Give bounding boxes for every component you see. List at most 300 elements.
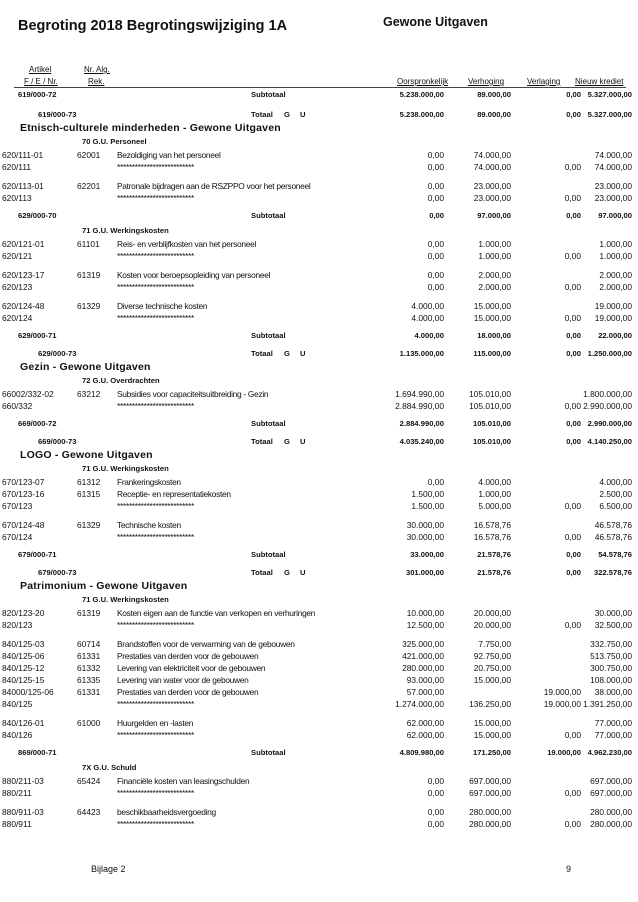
- col-header-artikel: Artikel: [29, 65, 52, 74]
- row-verhoging: 16.578,76: [473, 520, 511, 530]
- subtotal-nieuw-krediet: 4.962.230,00: [587, 748, 632, 757]
- row-verhoging: 697.000,00: [469, 776, 511, 786]
- row-verhoging: 15.000,00: [473, 718, 511, 728]
- row-artikel: 620/121-01: [2, 239, 45, 249]
- table-row: [0, 650, 638, 662]
- row-nieuw-krediet: 23.000,00: [594, 193, 632, 203]
- total-label: Totaal: [251, 568, 273, 577]
- table-row: [0, 729, 638, 741]
- subtotal-verlaging: 0,00: [566, 349, 581, 358]
- row-omschrijving: Reis- en verblijfkosten van het personeel: [117, 239, 256, 249]
- subtotal-row: [0, 418, 638, 430]
- row-verhoging: 15.000,00: [473, 313, 511, 323]
- subtotal-label: Subtotaal: [251, 331, 286, 340]
- table-row: [0, 519, 638, 531]
- row-oorspronkelijk: 0,00: [427, 270, 444, 280]
- row-verhoging: 697.000,00: [469, 788, 511, 798]
- table-row: [0, 300, 638, 312]
- row-artikel: 620/113-01: [2, 181, 44, 191]
- row-oorspronkelijk: 1.500,00: [411, 489, 444, 499]
- table-row: [0, 161, 638, 173]
- row-verlaging: 0,00: [564, 532, 581, 542]
- table-row: [0, 388, 638, 400]
- row-omschrijving: Subsidies voor capaciteitsuitbreiding - Gezin: [117, 389, 269, 399]
- row-rekening: 62201: [77, 181, 101, 191]
- table-row: [0, 180, 638, 192]
- row-verhoging: 15.000,00: [473, 730, 511, 740]
- row-verhoging: 16.578,76: [473, 532, 511, 542]
- subtotal-verlaging: 0,00: [566, 437, 581, 446]
- subtotal-code: 679/000-73: [38, 568, 77, 577]
- table-row: [0, 531, 638, 543]
- total-verlaging: 0,00: [566, 110, 581, 119]
- col-header-verlaging: Verlaging: [527, 77, 561, 86]
- row-rekening: 63212: [77, 389, 101, 399]
- subtotal-nieuw-krediet: 5.327.000,00: [587, 90, 632, 99]
- subtotal-code: 629/000-70: [18, 211, 57, 220]
- table-row: [0, 312, 638, 324]
- subtotal-oorspronkelijk: 33.000,00: [410, 550, 444, 559]
- row-verhoging: 105.010,00: [469, 389, 511, 399]
- row-nieuw-krediet: 38.000,00: [594, 687, 632, 697]
- row-artikel: 840/126: [2, 730, 33, 740]
- subtotal-verhoging: 21.578,76: [477, 568, 511, 577]
- row-nieuw-krediet: 280.000,00: [590, 819, 632, 829]
- row-artikel: 620/111-01: [2, 150, 44, 160]
- subtotal-oorspronkelijk: 4.000,00: [414, 331, 444, 340]
- row-rekening: 61000: [77, 718, 101, 728]
- col-header-oorspronkelijk: Oorspronkelijk: [397, 77, 449, 86]
- row-oorspronkelijk: 0,00: [427, 282, 444, 292]
- subtotal-code: 679/000-71: [18, 550, 57, 559]
- total-verhoging: 89.000,00: [477, 110, 511, 119]
- section-heading: Gewone Uitgaven: [383, 15, 488, 29]
- col-header-nieuw: Nieuw krediet: [575, 77, 624, 86]
- row-nieuw-krediet: 19.000,00: [594, 301, 632, 311]
- subtotal-verlaging: 19.000,00: [547, 748, 581, 757]
- row-verhoging: 20.000,00: [473, 608, 511, 618]
- group-heading: 72 G.U. Overdrachten: [82, 376, 160, 385]
- subtotal-row: [0, 747, 638, 759]
- row-oorspronkelijk: 325.000,00: [402, 639, 444, 649]
- row-nieuw-krediet: 2.990.000,00: [583, 401, 632, 411]
- row-artikel: 670/123-07: [2, 477, 45, 487]
- subtotal-oorspronkelijk: 5.238.000,00: [399, 90, 444, 99]
- row-verlaging: 19.000,00: [543, 687, 581, 697]
- row-verlaging: 19.000,00: [543, 699, 581, 709]
- table-row: [0, 488, 638, 500]
- row-omschrijving: **************************: [117, 532, 194, 542]
- row-omschrijving: Receptie- en representatiekosten: [117, 489, 231, 499]
- row-omschrijving: Frankeringskosten: [117, 477, 181, 487]
- subtotal-oorspronkelijk: 4.809.980,00: [399, 748, 444, 757]
- row-nieuw-krediet: 74.000,00: [594, 150, 632, 160]
- section-title: Patrimonium - Gewone Uitgaven: [20, 580, 188, 592]
- total-oorspronkelijk: 5.238.000,00: [399, 110, 444, 119]
- total-nieuw-krediet: 5.327.000,00: [587, 110, 632, 119]
- row-verlaging: 0,00: [564, 788, 581, 798]
- row-oorspronkelijk: 12.500,00: [406, 620, 444, 630]
- group-heading: 71 G.U. Werkingskosten: [82, 464, 169, 473]
- subtotal-verlaging: 0,00: [566, 550, 581, 559]
- table-row: [0, 674, 638, 686]
- row-nieuw-krediet: 1.800.000,00: [583, 389, 632, 399]
- g-label: G: [284, 349, 290, 358]
- row-rekening: 61329: [77, 301, 101, 311]
- row-artikel: 620/123-17: [2, 270, 45, 280]
- subtotal-label: Subtotaal: [251, 90, 286, 99]
- row-artikel: 660/332: [2, 401, 33, 411]
- row-verlaging: 0,00: [564, 819, 581, 829]
- subtotal-nieuw-krediet: 22.000,00: [598, 331, 632, 340]
- row-nieuw-krediet: 2.000,00: [599, 282, 632, 292]
- footer-left: Bijlage 2: [91, 864, 126, 874]
- subtotal-code: 629/000-71: [18, 331, 57, 340]
- row-artikel: 880/211: [2, 788, 32, 798]
- u-label: U: [300, 110, 306, 119]
- row-artikel: 620/124-48: [2, 301, 45, 311]
- total-row: [0, 567, 638, 579]
- subtotal-verhoging: 115.000,00: [473, 349, 511, 358]
- row-omschrijving: **************************: [117, 501, 194, 511]
- table-row: [0, 238, 638, 250]
- table-row: [0, 806, 638, 818]
- row-omschrijving: **************************: [117, 699, 194, 709]
- row-omschrijving: Brandstoffen voor de verwarming van de gebouwen: [117, 639, 295, 649]
- group-heading: 71 G.U. Werkingskosten: [82, 595, 169, 604]
- subtotal-verhoging: 97.000,00: [477, 211, 511, 220]
- row-artikel: 840/125-15: [2, 675, 45, 685]
- row-artikel: 620/124: [2, 313, 33, 323]
- row-rekening: 61312: [77, 477, 101, 487]
- row-rekening: 61315: [77, 489, 101, 499]
- subtotal-label: Subtotaal: [251, 550, 286, 559]
- col-header-nralg: Nr. Alg.: [84, 65, 110, 74]
- row-rekening: 61329: [77, 520, 101, 530]
- section-title: Gezin - Gewone Uitgaven: [20, 361, 151, 373]
- row-nieuw-krediet: 697.000,00: [590, 788, 632, 798]
- page-number: 9: [566, 864, 572, 874]
- subtotal-row: [0, 330, 638, 342]
- row-oorspronkelijk: 1.500,00: [411, 501, 444, 511]
- table-row: [0, 619, 638, 631]
- row-verhoging: 280.000,00: [469, 807, 511, 817]
- row-verlaging: 0,00: [564, 282, 581, 292]
- subtotal-code: 629/000-73: [38, 349, 77, 358]
- row-artikel: 620/111: [2, 162, 32, 172]
- row-nieuw-krediet: 46.578,76: [594, 532, 632, 542]
- row-verhoging: 1.000,00: [478, 489, 511, 499]
- section-title: Etnisch-culturele minderheden - Gewone Uitgaven: [20, 122, 281, 134]
- row-verlaging: 0,00: [564, 251, 581, 261]
- row-oorspronkelijk: 30.000,00: [406, 532, 444, 542]
- row-nieuw-krediet: 6.500,00: [599, 501, 632, 511]
- subtotal-oorspronkelijk: 0,00: [429, 211, 444, 220]
- subtotal-verlaging: 0,00: [566, 331, 581, 340]
- subtotal-code: 869/000-71: [18, 748, 57, 757]
- row-omschrijving: **************************: [117, 620, 194, 630]
- row-nieuw-krediet: 74.000,00: [594, 162, 632, 172]
- row-rekening: 61101: [77, 239, 100, 249]
- row-artikel: 66002/332-02: [2, 389, 54, 399]
- table-row: [0, 775, 638, 787]
- group-heading: 71 G.U. Werkingskosten: [82, 226, 169, 235]
- row-verhoging: 7.750,00: [478, 639, 511, 649]
- row-verhoging: 23.000,00: [473, 181, 511, 191]
- total-label: Totaal: [251, 437, 273, 446]
- row-verlaging: 0,00: [564, 401, 581, 411]
- total-row: [0, 348, 638, 360]
- row-oorspronkelijk: 4.000,00: [411, 313, 444, 323]
- row-artikel: 620/113: [2, 193, 32, 203]
- subtotal-row: [0, 549, 638, 561]
- row-oorspronkelijk: 280.000,00: [402, 663, 444, 673]
- section-title: LOGO - Gewone Uitgaven: [20, 449, 153, 461]
- row-artikel: 880/911: [2, 819, 32, 829]
- row-artikel: 670/123-16: [2, 489, 45, 499]
- subtotal-verhoging: 105.010,00: [472, 419, 511, 428]
- row-oorspronkelijk: 0,00: [427, 819, 444, 829]
- row-nieuw-krediet: 1.391.250,00: [583, 699, 632, 709]
- subtotal-nieuw-krediet: 4.140.250,00: [587, 437, 632, 446]
- row-omschrijving: Prestaties van derden voor de gebouwen: [117, 687, 259, 697]
- row-rekening: 64423: [77, 807, 101, 817]
- row-omschrijving: Patronale bijdragen aan de RSZPPO voor het personeel: [117, 181, 311, 191]
- row-artikel: 820/123: [2, 620, 33, 630]
- row-artikel: 840/125-03: [2, 639, 45, 649]
- row-verhoging: 2.000,00: [478, 270, 511, 280]
- row-omschrijving: Technische kosten: [117, 520, 181, 530]
- table-row: [0, 400, 638, 412]
- row-oorspronkelijk: 0,00: [427, 251, 444, 261]
- row-verlaging: 0,00: [564, 162, 581, 172]
- subtotal-row: [0, 210, 638, 222]
- row-oorspronkelijk: 0,00: [427, 788, 444, 798]
- row-verhoging: 23.000,00: [473, 193, 511, 203]
- row-verlaging: 0,00: [564, 730, 581, 740]
- u-label: U: [300, 349, 306, 358]
- row-artikel: 840/126-01: [2, 718, 45, 728]
- row-omschrijving: Financiële kosten van leasingschulden: [117, 776, 250, 786]
- row-omschrijving: Kosten eigen aan de functie van verkopen en verhuringen: [117, 608, 316, 618]
- row-omschrijving: Levering van elektriciteit voor de gebouwen: [117, 663, 266, 673]
- row-verhoging: 136.250,00: [469, 699, 511, 709]
- subtotal-oorspronkelijk: 301.000,00: [405, 568, 444, 577]
- subtotal-label: Subtotaal: [251, 419, 286, 428]
- row-verlaging: 0,00: [564, 193, 581, 203]
- row-omschrijving: **************************: [117, 251, 194, 261]
- row-nieuw-krediet: 23.000,00: [594, 181, 632, 191]
- col-header-rek: Rek.: [88, 77, 105, 86]
- row-omschrijving: **************************: [117, 162, 194, 172]
- row-oorspronkelijk: 62.000,00: [406, 730, 444, 740]
- row-oorspronkelijk: 10.000,00: [406, 608, 444, 618]
- row-oorspronkelijk: 0,00: [427, 181, 444, 191]
- row-verhoging: 15.000,00: [473, 675, 511, 685]
- row-omschrijving: **************************: [117, 282, 194, 292]
- row-omschrijving: Kosten voor beroepsopleiding van personeel: [117, 270, 271, 280]
- row-artikel: 670/124: [2, 532, 33, 542]
- row-oorspronkelijk: 0,00: [427, 807, 444, 817]
- table-row: [0, 686, 638, 698]
- row-omschrijving: Huurgelden en -lasten: [117, 718, 194, 728]
- row-artikel: 670/124-48: [2, 520, 45, 530]
- subtotal-nieuw-krediet: 2.990.000,00: [587, 419, 632, 428]
- row-rekening: 65424: [77, 776, 101, 786]
- row-artikel: 880/211-03: [2, 776, 44, 786]
- group-heading: 7X G.U. Schuld: [82, 763, 137, 772]
- row-omschrijving: **************************: [117, 401, 194, 411]
- page-title: Begroting 2018 Begrotingswijziging 1A: [18, 18, 288, 34]
- row-nieuw-krediet: 1.000,00: [599, 239, 632, 249]
- subtotal-verhoging: 21.578,76: [477, 550, 511, 559]
- row-nieuw-krediet: 32.500,00: [594, 620, 632, 630]
- row-nieuw-krediet: 46.578,76: [594, 520, 632, 530]
- subtotal-nieuw-krediet: 54.578,76: [598, 550, 632, 559]
- row-artikel: 840/125-06: [2, 651, 45, 661]
- subtotal-verlaging: 0,00: [566, 568, 581, 577]
- row-verhoging: 15.000,00: [473, 301, 511, 311]
- table-row: [0, 250, 638, 262]
- subtotal-verhoging: 105.010,00: [472, 437, 511, 446]
- total-label: Totaal: [251, 349, 273, 358]
- row-rekening: 61319: [77, 608, 101, 618]
- g-label: G: [284, 437, 290, 446]
- row-rekening: 61332: [77, 663, 101, 673]
- table-row: [0, 500, 638, 512]
- table-row: [0, 149, 638, 161]
- row-oorspronkelijk: 57.000,00: [406, 687, 444, 697]
- row-omschrijving: **************************: [117, 313, 194, 323]
- row-nieuw-krediet: 108.000,00: [590, 675, 632, 685]
- subtotal-row: [0, 89, 638, 101]
- subtotal-oorspronkelijk: 2.884.990,00: [399, 419, 444, 428]
- table-row: [0, 787, 638, 799]
- row-artikel: 670/123: [2, 501, 33, 511]
- subtotal-label: Subtotaal: [251, 748, 286, 757]
- row-oorspronkelijk: 62.000,00: [406, 718, 444, 728]
- subtotal-oorspronkelijk: 1.135.000,00: [399, 349, 444, 358]
- row-artikel: 620/121: [2, 251, 33, 261]
- col-header-verhoging: Verhoging: [468, 77, 505, 86]
- row-oorspronkelijk: 0,00: [427, 162, 444, 172]
- row-verhoging: 105.010,00: [469, 401, 511, 411]
- row-omschrijving: Levering van water voor de gebouwen: [117, 675, 249, 685]
- subtotal-verlaging: 0,00: [566, 211, 581, 220]
- group-heading: 70 G.U. Personeel: [82, 137, 147, 146]
- row-rekening: 61331: [77, 687, 101, 697]
- table-row: [0, 281, 638, 293]
- row-verhoging: 4.000,00: [478, 477, 511, 487]
- row-oorspronkelijk: 4.000,00: [411, 301, 444, 311]
- table-row: [0, 818, 638, 830]
- subtotal-oorspronkelijk: 4.035.240,00: [399, 437, 444, 446]
- row-nieuw-krediet: 4.000,00: [599, 477, 632, 487]
- table-row: [0, 662, 638, 674]
- u-label: U: [300, 437, 306, 446]
- row-verlaging: 0,00: [564, 620, 581, 630]
- total-row: [0, 109, 638, 121]
- row-oorspronkelijk: 0,00: [427, 193, 444, 203]
- table-row: [0, 269, 638, 281]
- row-omschrijving: Prestaties van derden voor de gebouwen: [117, 651, 259, 661]
- row-oorspronkelijk: 0,00: [427, 477, 444, 487]
- row-verhoging: 5.000,00: [478, 501, 511, 511]
- total-label: Totaal: [251, 110, 273, 119]
- subtotal-verhoging: 18.000,00: [477, 331, 511, 340]
- row-oorspronkelijk: 1.274.000,00: [395, 699, 444, 709]
- u-label: U: [300, 568, 306, 577]
- row-omschrijving: beschikbaarheidsvergoeding: [117, 807, 216, 817]
- row-nieuw-krediet: 2.000,00: [599, 270, 632, 280]
- row-verhoging: 280.000,00: [469, 819, 511, 829]
- subtotal-code: 669/000-73: [38, 437, 77, 446]
- g-label: G: [284, 568, 290, 577]
- total-code: 619/000-73: [38, 110, 77, 119]
- row-rekening: 62001: [77, 150, 101, 160]
- table-row: [0, 192, 638, 204]
- row-nieuw-krediet: 280.000,00: [590, 807, 632, 817]
- row-omschrijving: **************************: [117, 193, 194, 203]
- row-oorspronkelijk: 0,00: [427, 776, 444, 786]
- subtotal-label: Subtotaal: [251, 211, 286, 220]
- table-row: [0, 476, 638, 488]
- row-verlaging: 0,00: [564, 313, 581, 323]
- row-rekening: 61331: [77, 651, 101, 661]
- row-artikel: 820/123-20: [2, 608, 45, 618]
- table-row: [0, 698, 638, 710]
- row-rekening: 60714: [77, 639, 101, 649]
- g-label: G: [284, 110, 290, 119]
- row-verhoging: 20.750,00: [473, 663, 511, 673]
- row-nieuw-krediet: 2.500,00: [599, 489, 632, 499]
- row-verhoging: 74.000,00: [473, 150, 511, 160]
- subtotal-nieuw-krediet: 322.578,76: [593, 568, 632, 577]
- subtotal-nieuw-krediet: 97.000,00: [598, 211, 632, 220]
- row-artikel: 840/125: [2, 699, 33, 709]
- row-verhoging: 1.000,00: [478, 239, 511, 249]
- row-verhoging: 2.000,00: [478, 282, 511, 292]
- row-nieuw-krediet: 77.000,00: [594, 718, 632, 728]
- total-row: [0, 436, 638, 448]
- table-row: [0, 717, 638, 729]
- row-nieuw-krediet: 30.000,00: [594, 608, 632, 618]
- subtotal-verlaging: 0,00: [566, 90, 581, 99]
- row-verhoging: 92.750,00: [473, 651, 511, 661]
- row-verhoging: 20.000,00: [473, 620, 511, 630]
- row-oorspronkelijk: 30.000,00: [406, 520, 444, 530]
- row-nieuw-krediet: 1.000,00: [599, 251, 632, 261]
- row-nieuw-krediet: 332.750,00: [590, 639, 632, 649]
- row-oorspronkelijk: 0,00: [427, 150, 444, 160]
- row-artikel: 84000/125-06: [2, 687, 54, 697]
- row-artikel: 840/125-12: [2, 663, 45, 673]
- row-nieuw-krediet: 19.000,00: [594, 313, 632, 323]
- row-verlaging: 0,00: [564, 501, 581, 511]
- row-omschrijving: Diverse technische kosten: [117, 301, 208, 311]
- row-nieuw-krediet: 77.000,00: [594, 730, 632, 740]
- row-omschrijving: **************************: [117, 730, 194, 740]
- row-oorspronkelijk: 421.000,00: [402, 651, 444, 661]
- row-omschrijving: **************************: [117, 819, 194, 829]
- row-omschrijving: **************************: [117, 788, 194, 798]
- row-artikel: 880/911-03: [2, 807, 44, 817]
- row-rekening: 61319: [77, 270, 101, 280]
- subtotal-code: 619/000-72: [18, 90, 57, 99]
- subtotal-verlaging: 0,00: [566, 419, 581, 428]
- table-row: [0, 607, 638, 619]
- row-nieuw-krediet: 697.000,00: [590, 776, 632, 786]
